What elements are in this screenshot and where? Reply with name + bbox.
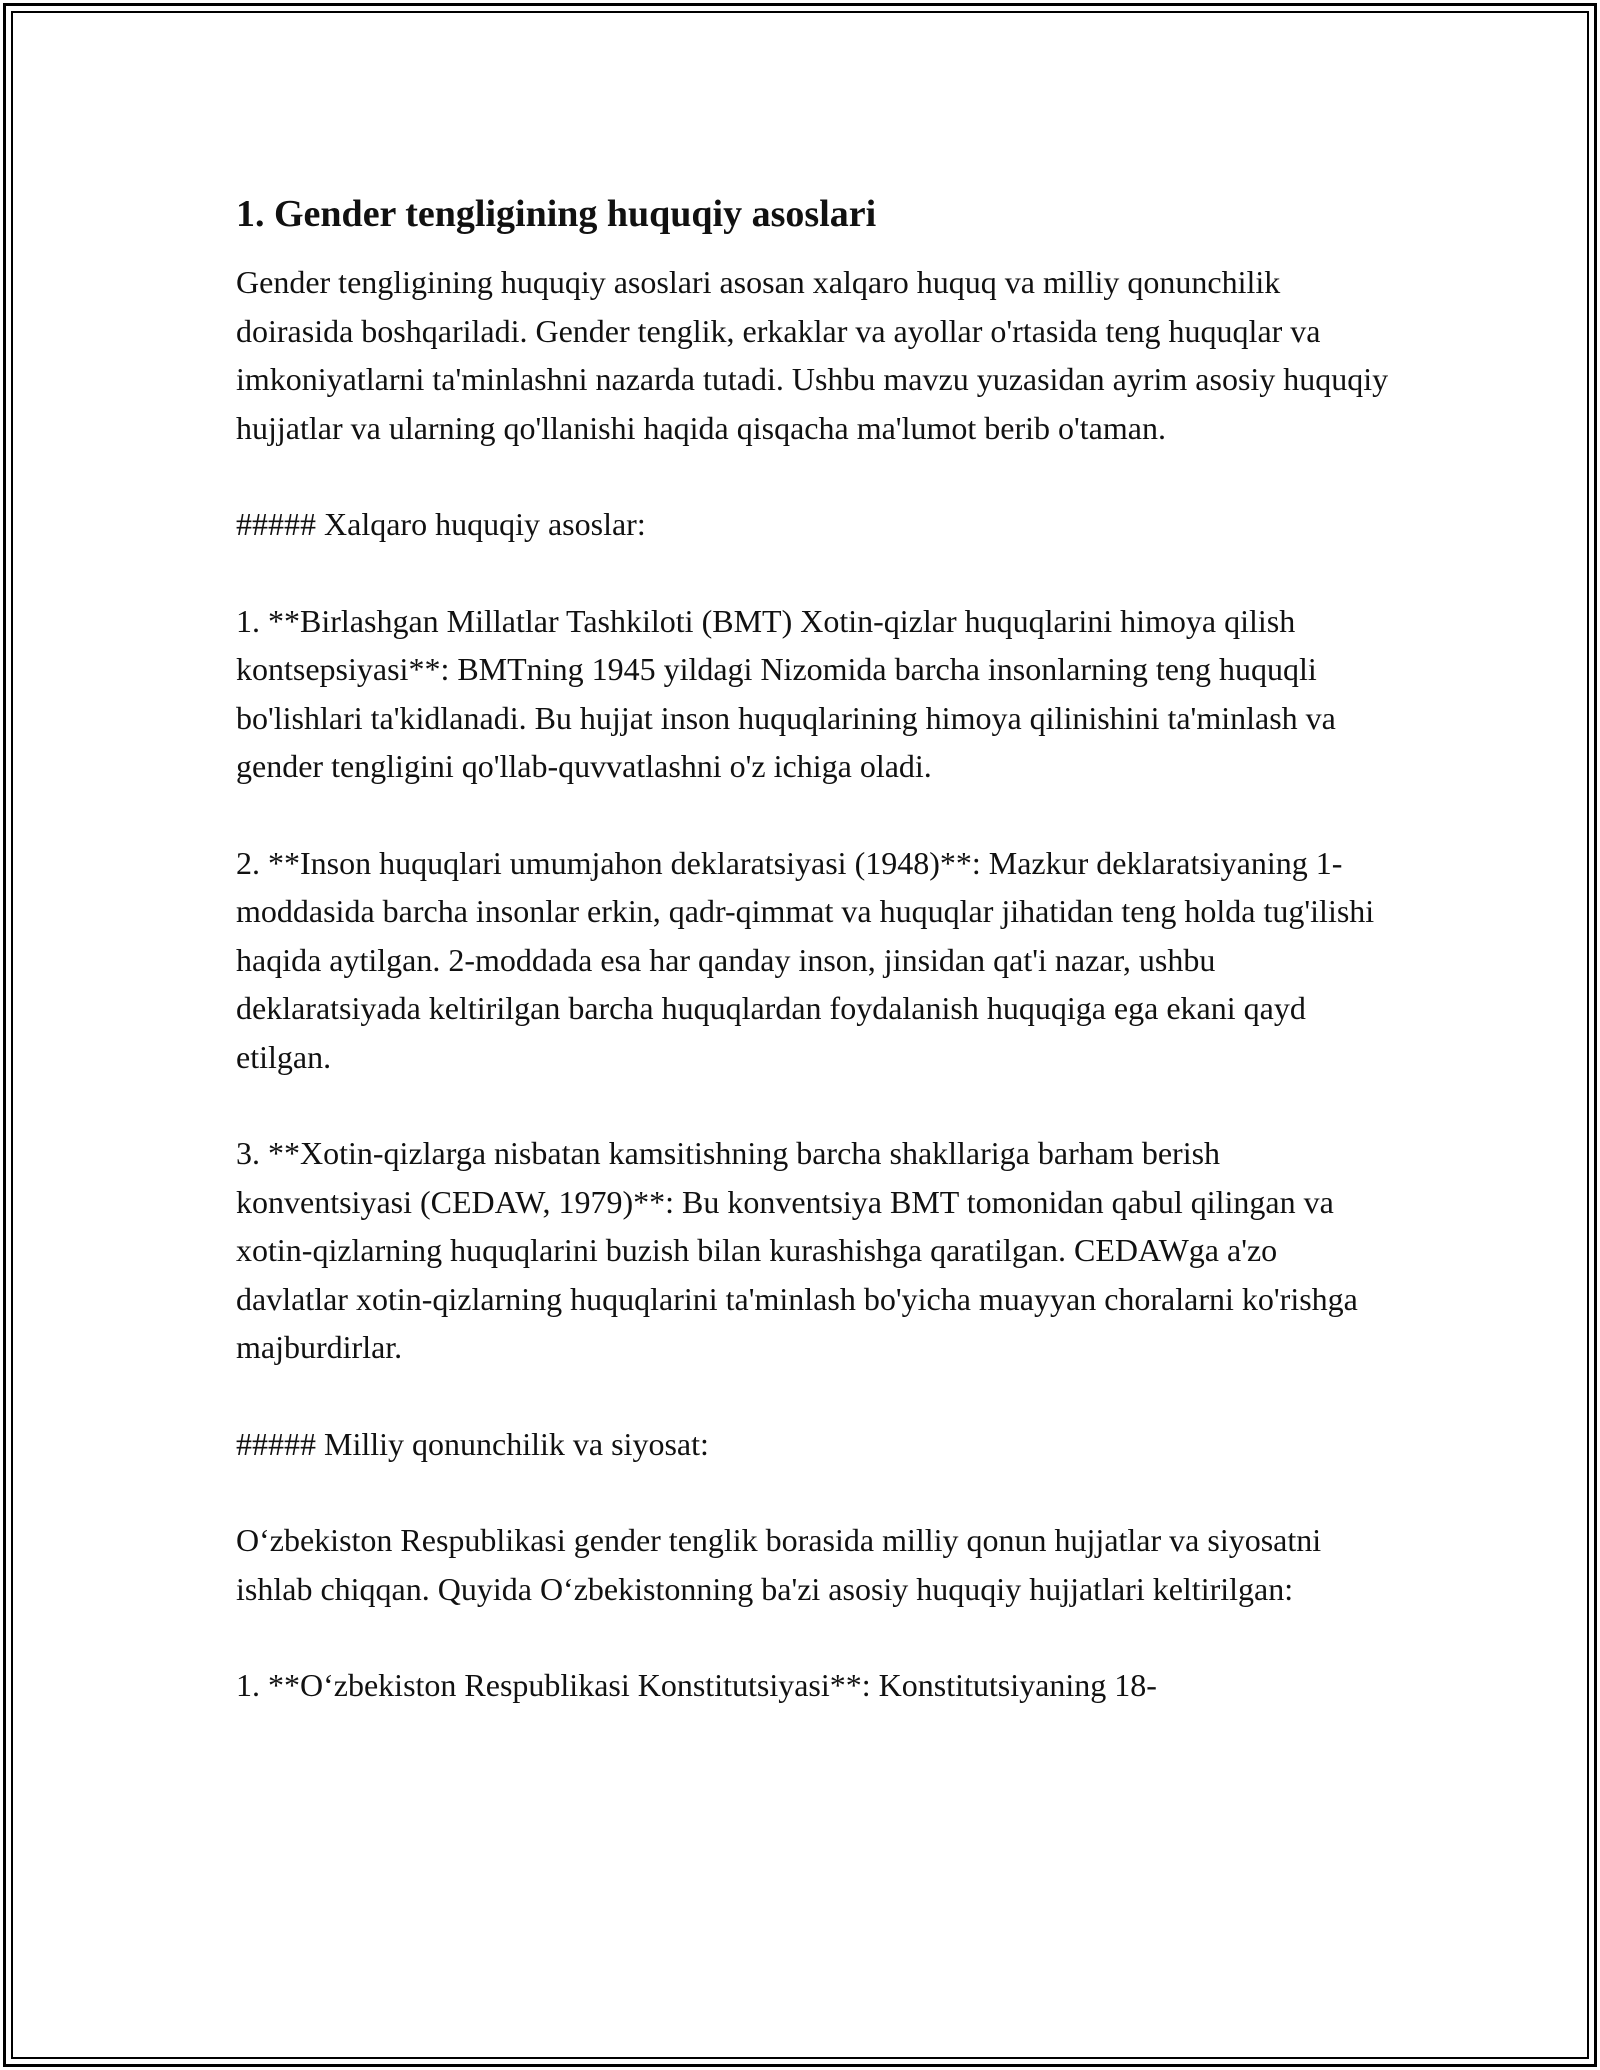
section-heading: 1. Gender tengligining huquqiy asoslari	[236, 193, 877, 235]
list-item-constitution: 1. **O‘zbekiston Respublikasi Konstitutsiyasi**: Konstitutsiyaning 18-	[236, 1667, 1157, 1703]
list-item-un-charter: 1. **Birlashgan Millatlar Tashkiloti (BMT) Xotin-qizlar huquqlarini himoya qilish kontsepsiyasi**: BMTning 1945 yildagi Nizomida barcha insonlarning teng huquqli bo'lishlari ta'kidlanadi. Bu hujjat inson huquqlarining himoya qilinishini ta'minlash va gender tengligini qo'llab-quvvatlashni o'z ichiga oladi.	[236, 602, 1336, 784]
document-body	[236, 188, 1396, 1758]
list-item-cedaw: 3. **Xotin-qizlarga nisbatan kamsitishning barcha shakllariga barham berish konventsiyasi (CEDAW, 1979)**: Bu konventsiya BMT tomonidan qabul qilingan va xotin-qizlarning huquqlarini buzish bilan kurashishga qaratilgan. CEDAWga a'zo davlatlar xotin-qizlarning huquqlarini ta'minlash bo'yicha muayyan choralarni ko'rishga majburdirlar.	[236, 1135, 1358, 1365]
intro-paragraph: Gender tengligining huquqiy asoslari asosan xalqaro huquq va milliy qonunchilik doirasida boshqariladi. Gender tenglik, erkaklar va ayollar o'rtasida teng huquqlar va imkoniyatlarni ta'minlashni nazarda tutadi. Ushbu mavzu yuzasidan ayrim asosiy huquqiy hujjatlar va ularning qo'llanishi haqida qisqacha ma'lumot berib o'taman.	[236, 264, 1389, 446]
subheading-national: ##### Milliy qonunchilik va siyosat:	[236, 1425, 709, 1462]
national-intro-paragraph: O‘zbekiston Respublikasi gender tenglik borasida milliy qonun hujjatlar va siyosatni ishlab chiqqan. Quyida O‘zbekistonning ba'zi asosiy huquqiy hujjatlari keltirilgan:	[236, 1522, 1322, 1607]
subheading-international: ##### Xalqaro huquqiy asoslar:	[236, 506, 646, 542]
list-item-udhr: 2. **Inson huquqlari umumjahon deklaratsiyasi (1948)**: Mazkur deklaratsiyaning 1-moddasida barcha insonlar erkin, qadr-qimmat va huquqlar jihatidan teng holda tug'ilishi haqida aytilgan. 2-moddada esa har qanday inson, jinsidan qat'i nazar, ushbu deklaratsiyada keltirilgan barcha huquqlardan foydalanish huquqiga ega ekani qayd etilgan.	[236, 844, 1375, 1075]
